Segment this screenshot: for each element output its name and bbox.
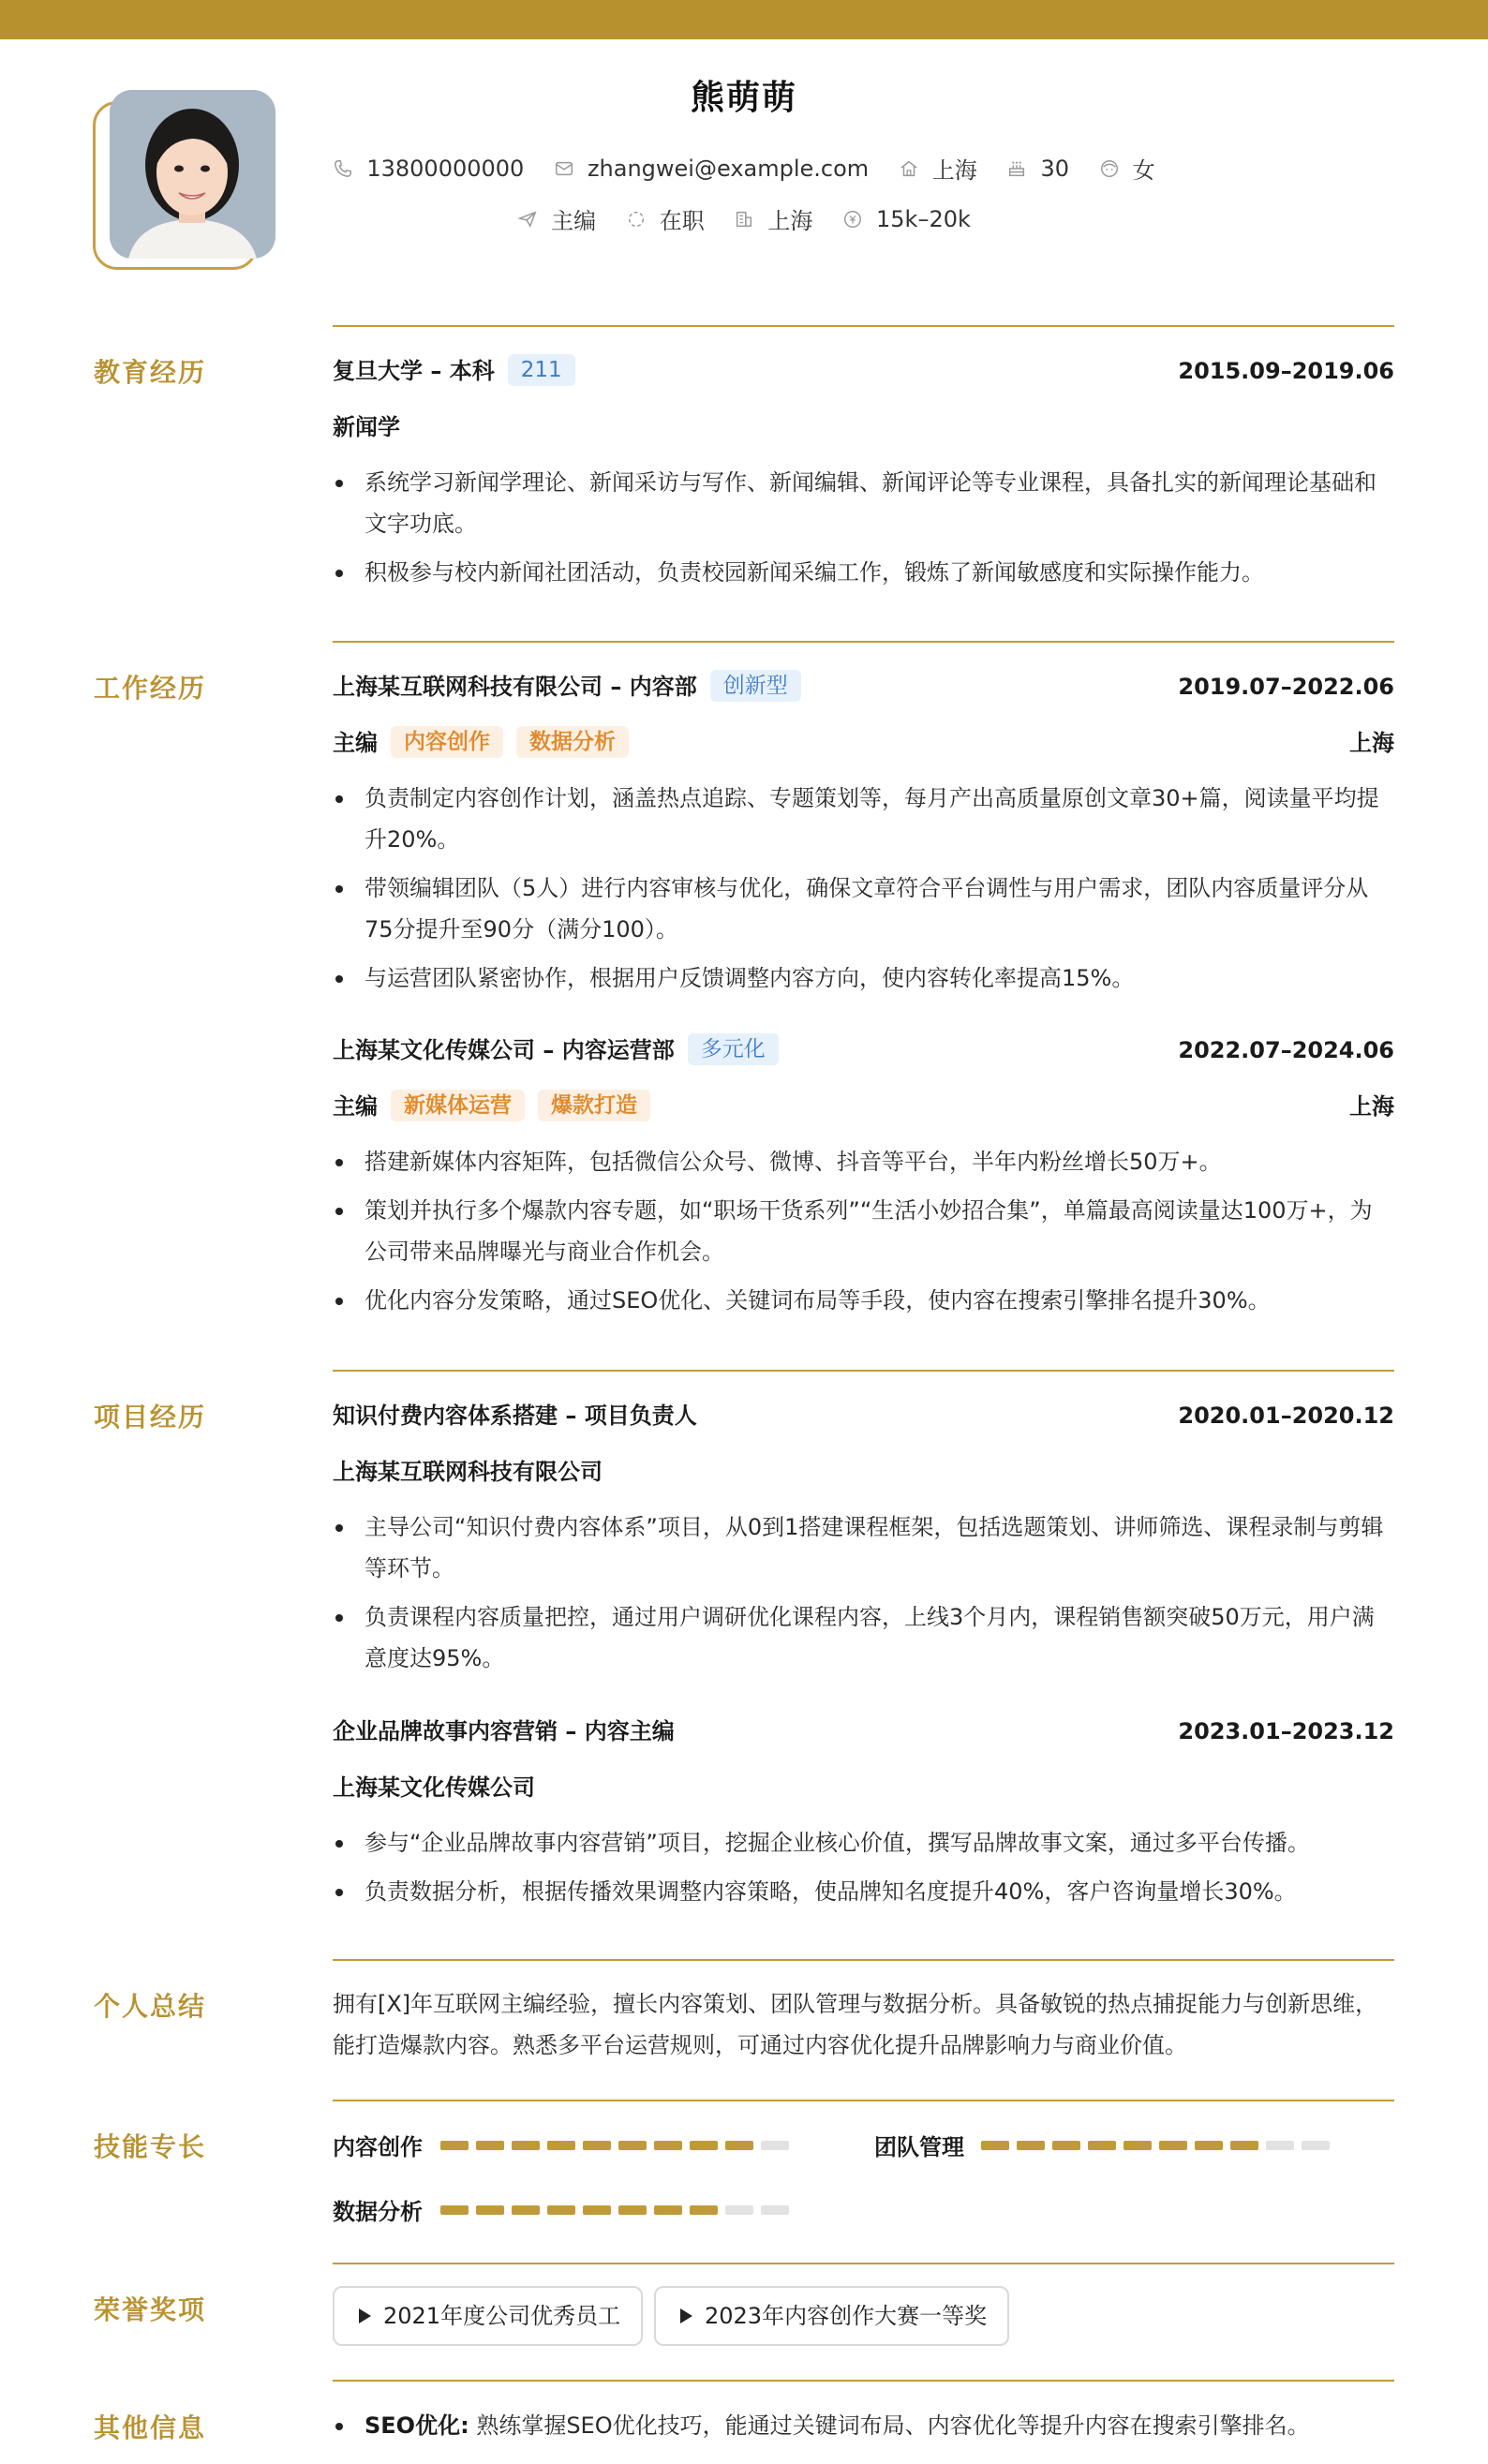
project-1-name: 知识付费内容体系搭建 – 项目负责人 [333,1403,697,1429]
skill-segment [725,2141,753,2150]
skill-segment [654,2141,682,2150]
skill-segment [1302,2141,1330,2150]
skill-segment [1266,2141,1294,2150]
skill-2-bar [981,2141,1330,2150]
school-name: 复旦大学 – 本科 [333,358,495,384]
summary-divider [333,1959,1394,1961]
project-1-bullets [333,1507,1394,1686]
job-1-tag: 创新型 [710,670,801,702]
skills-title: 技能专长 [94,2131,207,2162]
skill-1-name: 内容创作 [333,2134,423,2160]
gender-item [1099,152,1155,185]
work-title: 工作经历 [94,673,207,704]
list-item [333,2405,1394,2446]
skill-segment [1052,2141,1080,2150]
candidate-name: 熊萌萌 [690,79,797,117]
job-2-bullets [333,1141,1394,1328]
list-item: 主导公司“知识付费内容体系”项目，从0到1搭建课程框架，包括选题策划、讲师筛选、课程录制与剪辑等环节。 [333,1507,1394,1589]
building-icon [734,209,754,230]
skill-segment [690,2141,718,2150]
job-2-company: 上海某文化传媒公司 – 内容运营部 [333,1037,675,1063]
skill-3-bar [440,2205,789,2215]
age-item [1006,156,1069,182]
loading-icon [626,209,647,230]
other-bullets [333,2405,1394,2454]
list-item: 负责制定内容创作计划，涵盖热点追踪、专题策划等，每月产出高质量原创文章30+篇，阅读量平均提升20%。 [333,778,1394,860]
skill-segment [476,2141,504,2150]
coin-icon [842,209,863,230]
skill-segment [1017,2141,1045,2150]
job-1-company: 上海某互联网科技有限公司 – 内容部 [333,674,697,700]
project-1-header [333,1395,1394,1436]
mail-icon [554,158,574,179]
contact-row-primary [0,152,1488,185]
skill-segment [476,2205,504,2215]
job-2-header [333,1030,1394,1071]
list-item: 策划并执行多个爆款内容专题，如“职场干货系列”“生活小妙招合集”，单篇最高阅读量达100万+，为公司带来品牌曝光与商业合作机会。 [333,1190,1394,1272]
salary-text: 15k–20k [876,205,971,232]
phone-icon [333,158,353,179]
project-2-header [333,1711,1394,1752]
awards-divider [333,2263,1394,2264]
work-divider [333,641,1394,643]
phone-text: 13800000000 [366,155,525,182]
education-divider [333,325,1394,327]
job-2-date: 2022.07–2024.06 [1178,1037,1394,1063]
list-item: 带领编辑团队（5人）进行内容审核与优化，确保文章符合平台调性与用户需求，团队内容质量评分从75分提升至90分（满分100）。 [333,868,1394,950]
education-date: 2015.09–2019.06 [1178,358,1394,384]
list-item: 系统学习新闻学理论、新闻采访与写作、新闻编辑、新闻评论等专业课程，具备扎实的新闻理论基础和文字功底。 [333,462,1394,544]
project-2-name: 企业品牌故事内容营销 – 内容主编 [333,1718,675,1744]
projects-title: 项目经历 [94,1402,207,1432]
other-label: SEO优化: [365,2412,469,2439]
home-icon [899,158,919,179]
skill-segment [1123,2141,1152,2150]
position-text: 主编 [551,208,597,234]
list-item: 参与“企业品牌故事内容营销”项目，挖掘企业核心价值，撰写品牌故事文案，通过多平台传播。 [333,1822,1394,1863]
skill-segment [583,2141,611,2150]
project-2-bullets [333,1822,1394,1920]
job-2-tag: 多元化 [688,1033,779,1065]
status-item [626,202,705,235]
project-2-date: 2023.01–2023.12 [1178,1718,1394,1744]
project-1-date: 2020.01–2020.12 [1178,1403,1394,1429]
work-city-text: 上海 [767,208,813,234]
list-item: 优化内容分发策略，通过SEO优化、关键词布局等手段，使内容在搜索引擎排名提升30%。 [333,1280,1394,1321]
list-item: 积极参与校内新闻社团活动，负责校园新闻采编工作，锻炼了新闻敏感度和实际操作能力。 [333,552,1394,593]
send-icon [517,209,538,230]
education-title: 教育经历 [94,357,207,388]
skill-segment [440,2141,469,2150]
skill-3-name: 数据分析 [333,2199,423,2225]
person-icon [1099,158,1120,179]
projects-divider [333,1370,1394,1372]
job-2-role: 主编 [333,1093,378,1120]
skill-segment [583,2205,611,2215]
job-1-skill-tag: 内容创作 [391,726,503,758]
email-text: zhangwei@example.com [587,155,870,182]
summary-title: 个人总结 [94,1991,207,2022]
school-tag: 211 [508,354,575,386]
skill-segment [547,2141,575,2150]
gender-text: 女 [1132,157,1155,184]
skills-divider [333,2100,1394,2101]
job-1-header [333,666,1394,707]
age-text: 30 [1040,155,1069,182]
skill-segment [1159,2141,1187,2150]
skill-2-name: 团队管理 [874,2134,964,2160]
position-item [517,202,596,235]
job-2-skill-tag: 新媒体运营 [391,1090,525,1121]
job-1-skill-tag: 数据分析 [516,726,629,758]
list-item: 负责数据分析，根据传播效果调整内容策略，使品牌知名度提升40%，客户咨询量增长30%。 [333,1871,1394,1912]
awards-title: 荣誉奖项 [94,2294,207,2325]
work-city-item [734,202,812,235]
skill-segment [440,2205,469,2215]
top-accent-bar [0,0,1488,39]
phone-item [333,156,524,182]
email-item [554,156,869,182]
award-badge: 2021年度公司优秀员工 [333,2286,643,2346]
list-item: 负责课程内容质量把控，通过用户调研优化课程内容，上线3个月内，课程销售额突破50万元，用户满意度达95%。 [333,1596,1394,1679]
city-text: 上海 [931,157,977,184]
job-2-role-row [333,1086,1394,1127]
skill-segment [761,2141,789,2150]
job-1-city: 上海 [1349,730,1394,756]
status-text: 在职 [659,208,705,234]
contact-row-secondary [0,202,1488,235]
list-item: 与运营团队紧密协作，根据用户反馈调整内容方向，使内容转化率提高15%。 [333,957,1394,999]
skill-segment [512,2205,540,2215]
skill-segment [1195,2141,1223,2150]
award-badge: 2023年内容创作大赛一等奖 [654,2286,1009,2346]
other-text: 熟练掌握SEO优化技巧，能通过关键词布局、内容优化等提升内容在搜索引擎排名。 [476,2412,1310,2439]
cake-icon [1006,158,1027,179]
summary-text: 拥有[X]年互联网主编经验，擅长内容策划、团队管理与数据分析。具备敏锐的热点捕捉能力与创新思维，能打造爆款内容。熟悉多平台运营规则，可通过内容优化提升品牌影响力与商业价值。 [333,1991,1378,2058]
education-major: 新闻学 [333,414,400,440]
project-2-company: 上海某文化传媒公司 [333,1774,535,1801]
job-2-city: 上海 [1349,1093,1394,1120]
education-header [333,350,1394,392]
job-1-bullets [333,778,1394,1006]
job-2-skill-tag: 爆款打造 [538,1090,650,1121]
skill-segment [1230,2141,1258,2150]
skill-segment [618,2141,647,2150]
skill-segment [654,2205,682,2215]
job-1-date: 2019.07–2022.06 [1178,674,1394,700]
skill-segment [725,2205,753,2215]
skill-segment [618,2205,647,2215]
salary-item [842,206,971,232]
skill-segment [547,2205,575,2215]
job-1-role: 主编 [333,730,378,756]
education-bullets [333,462,1394,601]
other-title: 其他信息 [94,2412,207,2443]
skill-segment [981,2141,1009,2150]
other-divider [333,2380,1394,2382]
project-1-company: 上海某互联网科技有限公司 [333,1459,603,1485]
skill-segment [690,2205,718,2215]
list-item: 搭建新媒体内容矩阵，包括微信公众号、微博、抖音等平台，半年内粉丝增长50万+。 [333,1141,1394,1182]
city-item [899,152,977,185]
skill-1-bar [440,2141,789,2150]
job-1-role-row [333,722,1394,764]
skill-segment [512,2141,540,2150]
skill-segment [1088,2141,1116,2150]
skill-segment [761,2205,789,2215]
